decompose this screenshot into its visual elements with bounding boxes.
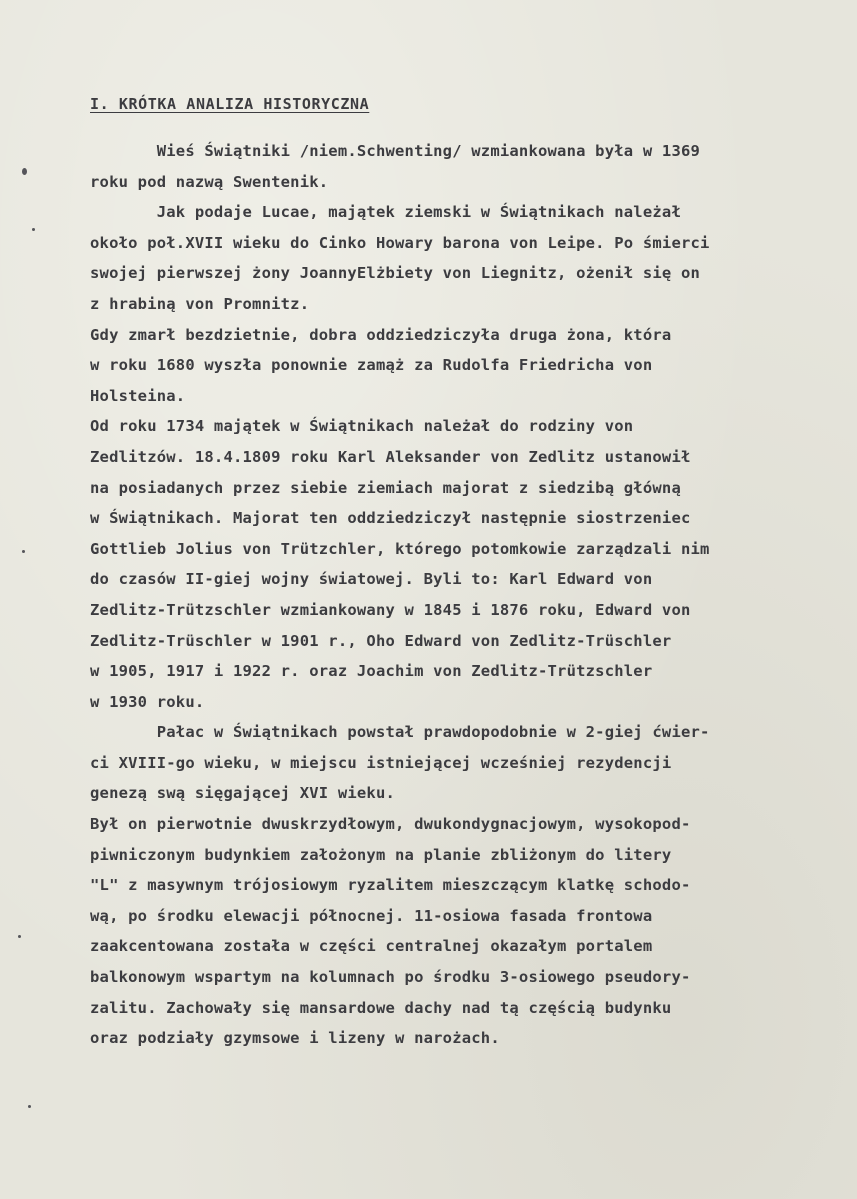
text-line: w 1905, 1917 i 1922 r. oraz Joachim von Zedlitz-Trützschler <box>90 662 653 681</box>
text-line: Był on pierwotnie dwuskrzydłowym, dwukondygnacjowym, wysokopod- <box>90 815 691 834</box>
text-line: genezą swą sięgającej XVI wieku. <box>90 784 396 803</box>
text-line: wą, po środku elewacji północnej. 11-osiowa fasada frontowa <box>90 906 653 925</box>
text-line: Gottlieb Jolius von Trützchler, którego potomkowie zarządzali nim <box>90 539 710 558</box>
text-line: około poł.XVII wieku do Cinko Howary barona von Leipe. Po śmierci <box>90 233 710 252</box>
paper-speck <box>22 550 25 553</box>
text-line: roku pod nazwą Swentenik. <box>90 172 329 191</box>
text-line: oraz podziały gzymsowe i lizeny w narożach. <box>90 1029 500 1048</box>
section-heading: I. KRÓTKA ANALIZA HISTORYCZNA <box>90 95 370 113</box>
text-line: piwniczonym budynkiem założonym na planie zbliżonym do litery <box>90 845 672 864</box>
paper-speck <box>32 228 35 231</box>
text-line: w roku 1680 wyszła ponownie zamąż za Rudolfa Friedricha von <box>90 356 653 375</box>
text-line: Zedlitzów. 18.4.1809 roku Karl Aleksander von Zedlitz ustanowił <box>90 447 691 466</box>
text-line: swojej pierwszej żony JoannyElżbiety von Liegnitz, ożenił się on <box>90 264 701 283</box>
text-line: do czasów II-giej wojny światowej. Byli to: Karl Edward von <box>90 570 653 589</box>
text-line: z hrabiną von Promnitz. <box>90 294 310 313</box>
text-line: Od roku 1734 majątek w Świątnikach należał do rodziny von <box>90 417 634 436</box>
text-line: Zedlitz-Trüschler w 1901 r., Oho Edward von Zedlitz-Trüschler <box>90 631 672 650</box>
text-line: ci XVIII-go wieku, w miejscu istniejącej wcześniej rezydencji <box>90 753 672 772</box>
text-line: Jak podaje Lucae, majątek ziemski w Świątnikach należał <box>90 203 681 222</box>
text-line: w Świątnikach. Majorat ten oddziedziczył następnie siostrzeniec <box>90 509 691 528</box>
text-line: Holsteina. <box>90 386 186 405</box>
text-line: zalitu. Zachowały się mansardowe dachy nad tą częścią budynku <box>90 998 672 1017</box>
paper-speck <box>28 1105 31 1108</box>
typed-body-text <box>90 136 710 1054</box>
text-line: na posiadanych przez siebie ziemiach majorat z siedzibą główną <box>90 478 681 497</box>
text-line: balkonowym wspartym na kolumnach po środku 3-osiowego pseudory- <box>90 968 691 987</box>
text-line: Pałac w Świątnikach powstał prawdopodobnie w 2-giej ćwier- <box>90 723 710 742</box>
text-line: Gdy zmarł bezdzietnie, dobra oddziedziczyła druga żona, która <box>90 325 672 344</box>
paper-speck <box>18 935 21 938</box>
text-line: Zedlitz-Trützschler wzmiankowany w 1845 i 1876 roku, Edward von <box>90 600 691 619</box>
text-line: Wieś Świątniki /niem.Schwenting/ wzmiankowana była w 1369 <box>90 142 701 160</box>
paper-speck <box>22 168 27 175</box>
text-line: w 1930 roku. <box>90 692 205 711</box>
text-line: zaakcentowana została w części centralnej okazałym portalem <box>90 937 653 956</box>
text-line: "L" z masywnym trójosiowym ryzalitem mieszczącym klatkę schodo- <box>90 876 691 895</box>
